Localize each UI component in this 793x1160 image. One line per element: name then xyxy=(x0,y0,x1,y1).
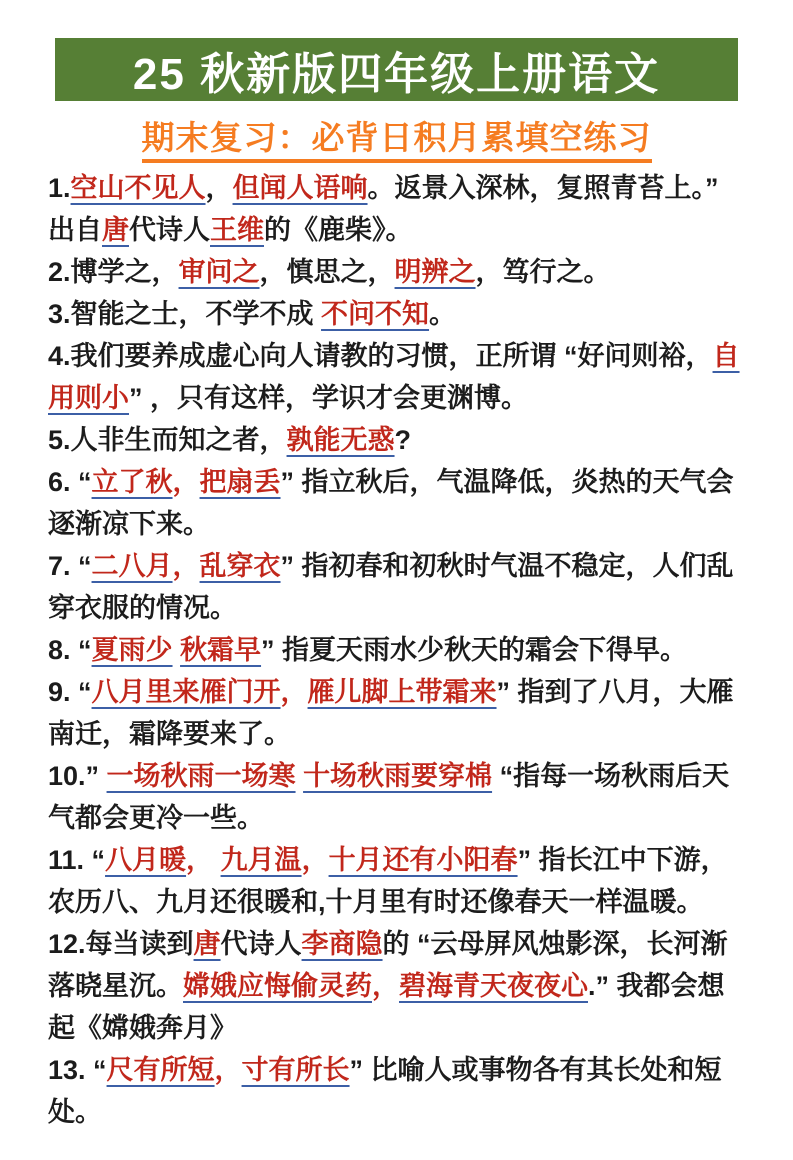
text-segment: ” 指长江中下游，农历八、九月还很暖和,十月里有时还像春天一样温暖。 xyxy=(48,845,728,917)
text-segment: 8. “ xyxy=(48,635,92,665)
text-segment: ，慎思之， xyxy=(259,257,395,287)
text-segment: 7. “ xyxy=(48,551,92,581)
text-segment: 的《鹿柴》。 xyxy=(264,215,413,245)
highlight-phrase: 秋霜早 xyxy=(180,635,262,665)
text-segment: ，笃行之。 xyxy=(475,257,611,287)
highlight-phrase: 空山不见人 xyxy=(70,173,206,203)
list-item xyxy=(48,167,745,251)
highlight-phrase: ， xyxy=(214,1055,242,1085)
text-segment: ” 指夏天雨水少秋天的霜会下得早。 xyxy=(261,635,688,665)
highlight-phrase: 二八月 xyxy=(91,551,173,581)
text-segment: ” 指初春和初秋时气温不稳定，人们乱穿衣服的情况。 xyxy=(48,551,734,623)
highlight-phrase: 孰能无惑 xyxy=(286,425,395,455)
highlight-phrase: ， xyxy=(372,971,399,1001)
worksheet-page xyxy=(0,38,793,1133)
text-segment: ” ，只有这样，学识才会更渊博。 xyxy=(129,383,529,413)
text-segment: 。返景入深林，复照青苔上。” 出自 xyxy=(48,173,719,245)
highlight-phrase: 乱穿衣 xyxy=(199,551,281,581)
text-segment: 2.博学之， xyxy=(48,257,179,287)
list-item xyxy=(48,671,745,755)
text-segment: ” 指到了八月，大雁南迁，霜降要来了。 xyxy=(48,677,734,749)
text-segment xyxy=(173,635,181,665)
highlight-phrase: 但闻人语响 xyxy=(232,173,368,203)
highlight-phrase: ， xyxy=(186,845,214,875)
highlight-phrase: 立了秋 xyxy=(91,467,173,497)
highlight-phrase: 八月暖 xyxy=(105,845,187,875)
text-segment: “指每一场秋雨后天气都会更冷一些。 xyxy=(48,761,730,833)
highlight-phrase: ， xyxy=(172,467,200,497)
list-item xyxy=(48,755,745,839)
highlight-phrase: 寸有所长 xyxy=(241,1055,350,1085)
highlight-phrase: 碧海青天夜夜心 xyxy=(399,971,588,1001)
list-item xyxy=(48,419,745,461)
highlight-phrase: 八月里来雁门开 xyxy=(91,677,281,707)
title-banner xyxy=(55,38,738,101)
highlight-phrase: 一场秋雨一场寒 xyxy=(106,761,296,791)
text-segment: 4.我们要养成虚心向人请教的习惯，正所谓 “好问则裕， xyxy=(48,341,713,371)
text-segment: 13. “ xyxy=(48,1055,107,1085)
text-segment: 12.每当读到 xyxy=(48,929,194,959)
text-segment: 9. “ xyxy=(48,677,92,707)
text-segment: ， xyxy=(205,173,233,203)
list-item xyxy=(48,629,745,671)
list-item xyxy=(48,923,745,1049)
list-item xyxy=(48,251,745,293)
highlight-phrase: 王维 xyxy=(210,215,264,245)
text-segment: 1. xyxy=(48,173,71,203)
highlight-phrase: 夏雨少 xyxy=(91,635,173,665)
highlight-phrase: ， xyxy=(280,677,308,707)
highlight-phrase: 审问之 xyxy=(178,257,260,287)
list-item xyxy=(48,461,745,545)
text-segment: 10.” xyxy=(48,761,107,791)
text-segment: 代诗人 xyxy=(220,929,302,959)
items-list xyxy=(48,167,745,1133)
page-subtitle-text: 期末复习：必背日积月累填空练习 xyxy=(142,119,652,163)
text-segment xyxy=(213,845,221,875)
highlight-phrase: 尺有所短 xyxy=(106,1055,215,1085)
highlight-phrase: 唐 xyxy=(102,215,129,245)
list-item xyxy=(48,1049,745,1133)
highlight-phrase: 自用则小 xyxy=(48,341,740,413)
highlight-phrase: 九月温 xyxy=(220,845,302,875)
highlight-phrase: ， xyxy=(301,845,329,875)
highlight-phrase: 嫦娥应悔偷灵药 xyxy=(183,971,372,1001)
highlight-phrase: 明辨之 xyxy=(394,257,476,287)
highlight-phrase: 十场秋雨要穿棉 xyxy=(303,761,493,791)
list-item xyxy=(48,335,745,419)
text-segment xyxy=(296,761,304,791)
highlight-phrase: 雁儿脚上带霜来 xyxy=(307,677,497,707)
text-segment: 代诗人 xyxy=(129,215,210,245)
highlight-phrase: 李商隐 xyxy=(301,929,383,959)
highlight-phrase: 把扇丢 xyxy=(199,467,281,497)
text-segment: ” 指立秋后，气温降低，炎热的天气会逐渐凉下来。 xyxy=(48,467,734,539)
text-segment: 5.人非生而知之者， xyxy=(48,425,287,455)
highlight-phrase: 不问不知 xyxy=(321,299,430,329)
text-segment: 。 xyxy=(429,299,457,329)
text-segment: 11. “ xyxy=(48,845,106,875)
text-segment: .” 我都会想起《嫦娥奔月》 xyxy=(48,971,725,1043)
list-item xyxy=(48,839,745,923)
page-subtitle xyxy=(0,112,793,159)
text-segment: 3.智能之士，不学不成 xyxy=(48,299,322,329)
list-item xyxy=(48,293,745,335)
text-segment: ” 比喻人或事物各有其长处和短处。 xyxy=(48,1055,722,1127)
list-item xyxy=(48,545,745,629)
highlight-phrase: 十月还有小阳春 xyxy=(328,845,518,875)
highlight-phrase: ， xyxy=(172,551,200,581)
text-segment: ? xyxy=(394,425,412,455)
highlight-phrase: 唐 xyxy=(193,929,221,959)
text-segment: 的 “云母屏风烛影深，长河渐落晓星沉。 xyxy=(48,929,728,1001)
text-segment: 6. “ xyxy=(48,467,92,497)
page-title: 25 秋新版四年级上册语文 xyxy=(132,49,661,99)
